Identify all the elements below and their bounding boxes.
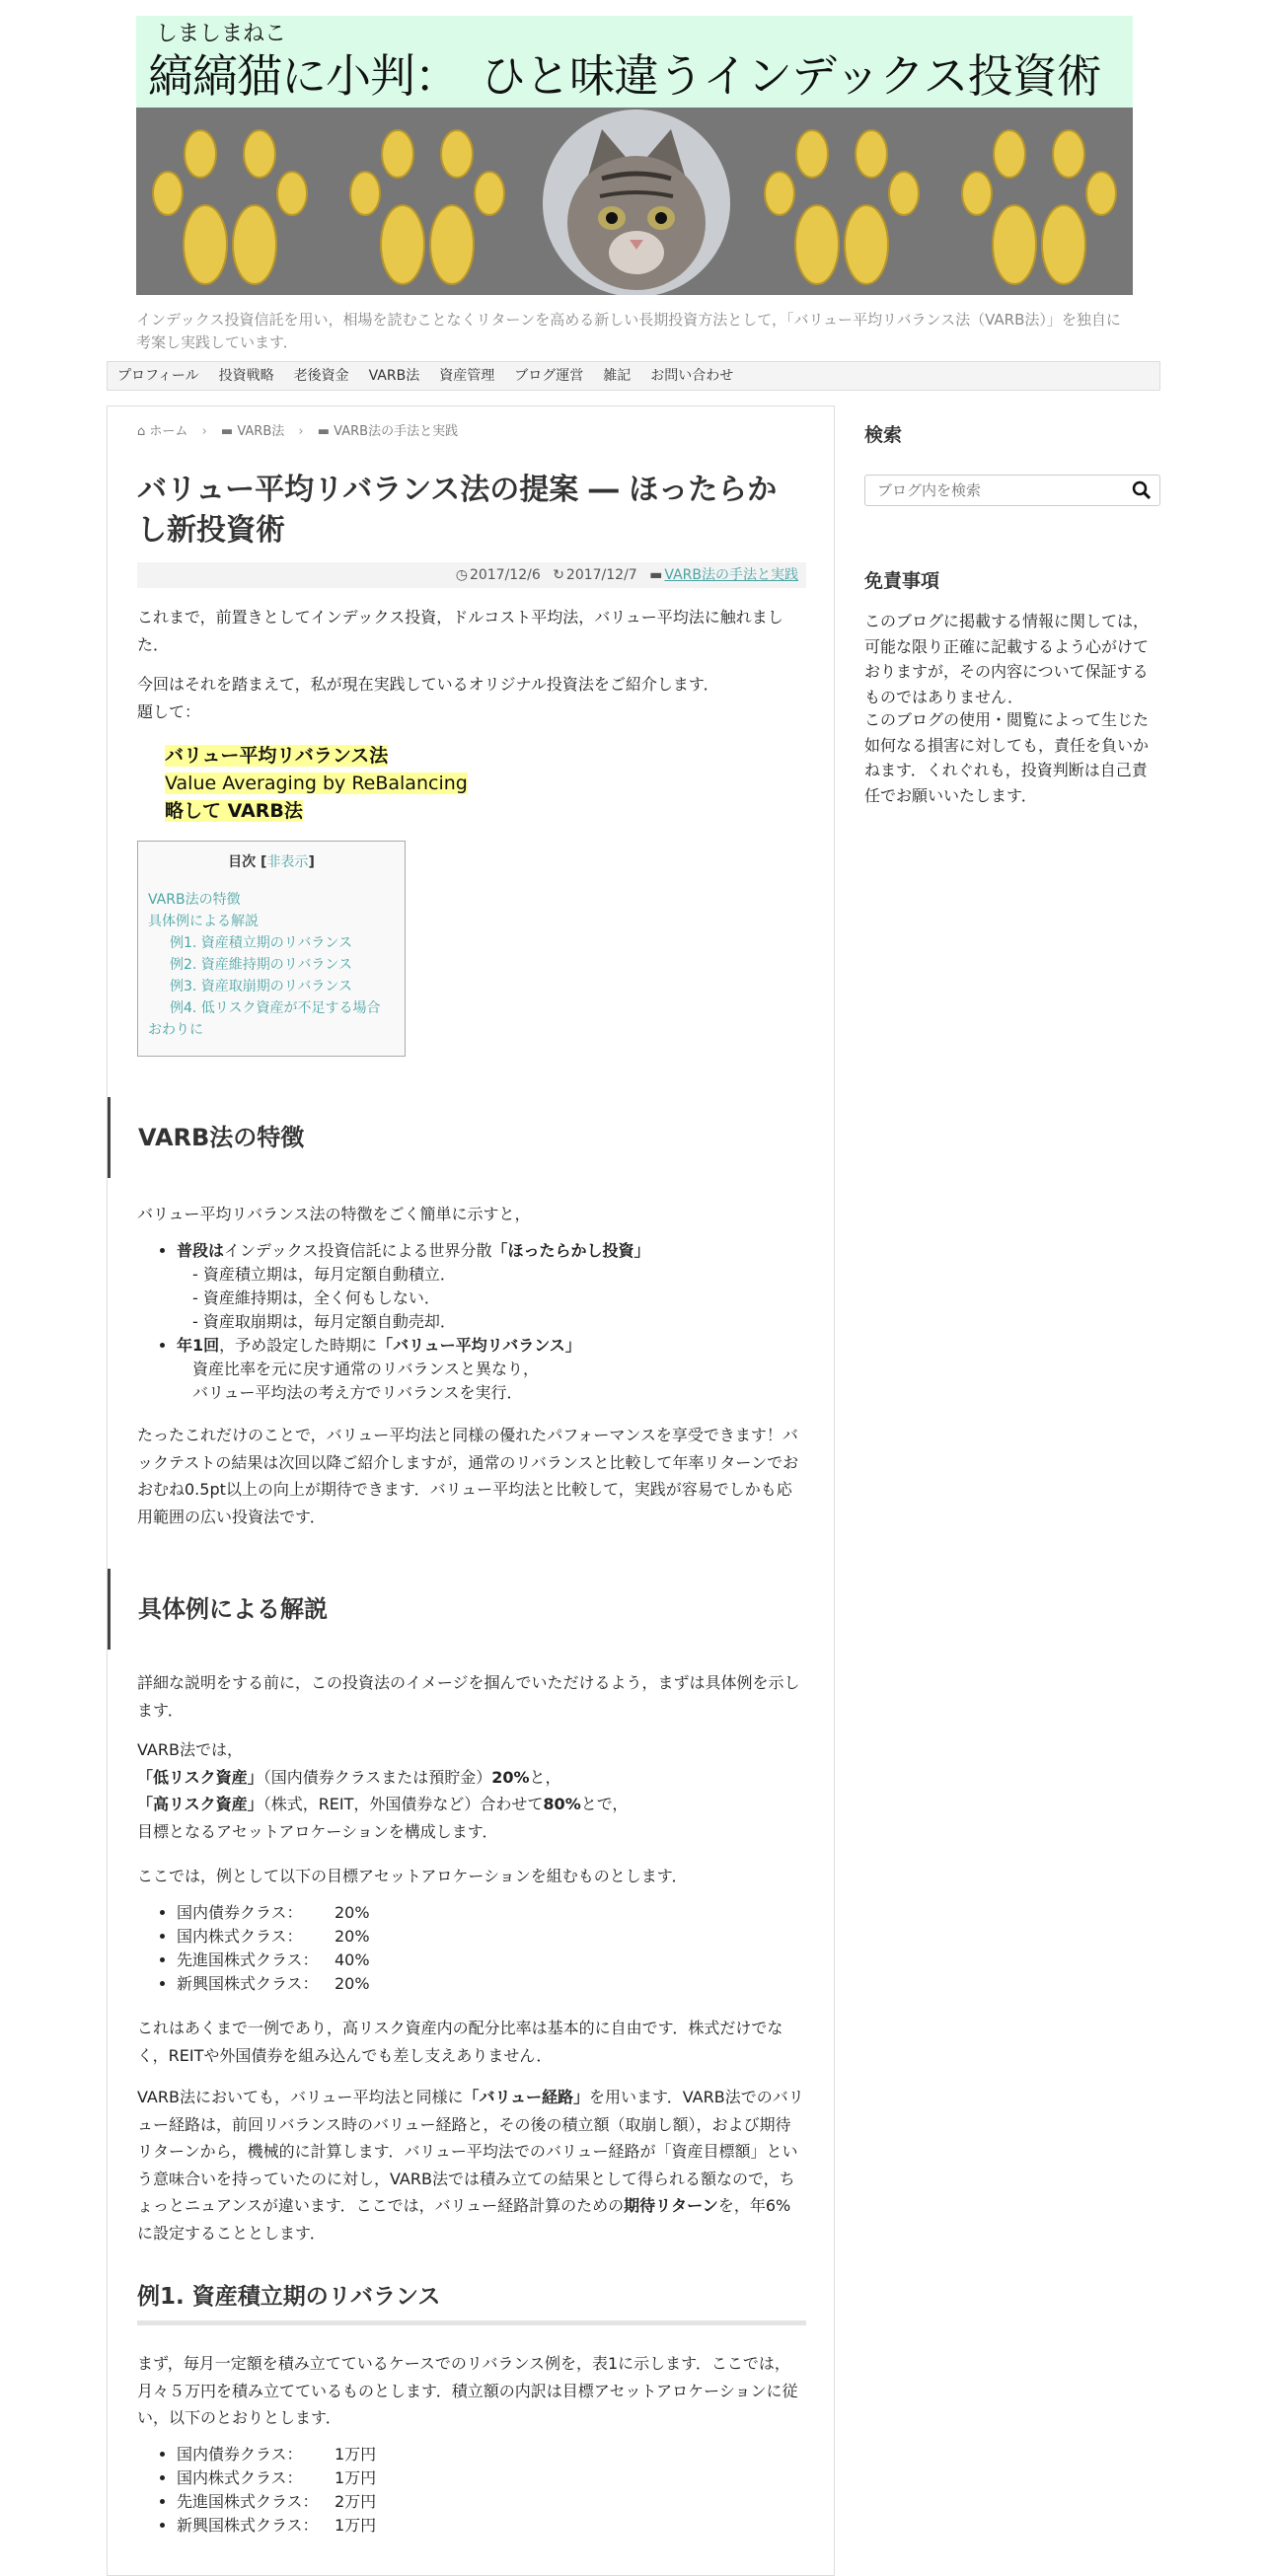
- method-abbrev: 略して VARB法: [165, 800, 303, 822]
- toc-item[interactable]: おわりに: [148, 1022, 203, 1039]
- search-input[interactable]: [865, 476, 1112, 505]
- list-text: インデックス投資信託による世界分散: [224, 1241, 492, 1260]
- search-icon[interactable]: [1132, 480, 1152, 500]
- disclaimer-paragraph: このブログに掲載する情報に関しては，可能な限り正確に記載するよう心がけておりますが，その内容について保証するものではありません．: [864, 612, 1150, 706]
- asset-class: 国内債券クラス：: [177, 2445, 303, 2464]
- header-banner[interactable]: [136, 16, 1133, 295]
- coin-paw-icon: [343, 126, 511, 289]
- method-name-en: Value Averaging by ReBalancing: [165, 773, 468, 794]
- nav-item-misc[interactable]: 雑記: [603, 368, 632, 384]
- asset-class: 先進国株式クラス：: [177, 1950, 319, 1969]
- emphasis: 「バリュー平均リバランス」: [377, 1336, 581, 1355]
- banner-title-area: [136, 16, 1133, 108]
- table-of-contents: [137, 841, 406, 1057]
- nav-item-profile[interactable]: プロフィール: [117, 368, 199, 384]
- post-meta: [137, 562, 806, 588]
- emphasis: 「ほったらかし投資」: [491, 1241, 650, 1260]
- asset-class: 国内株式クラス：: [177, 2468, 303, 2487]
- asset-amount: 1万円: [335, 2468, 377, 2487]
- intro-paragraph: これまで，前置きとしてインデックス投資，ドルコスト平均法，バリュー平均法に触れました．: [137, 608, 783, 654]
- list-text: ，予め設定した時期に: [219, 1336, 378, 1355]
- list-item: [177, 2443, 788, 2466]
- sidebar-search: [864, 475, 1160, 506]
- list-subline: バリュー平均法の考え方でリバランスを実行．: [192, 1383, 523, 1402]
- list-item: [177, 2466, 788, 2490]
- emphasis: 20%: [491, 1767, 530, 1787]
- coin-paw-icon: [758, 126, 926, 289]
- toc-title: 目次 [非表示]: [228, 854, 315, 870]
- cat-photo-icon: [543, 110, 730, 295]
- inline-text: （株式，REIT，外国債券など）合わせて: [262, 1795, 544, 1814]
- asset-class: 新興国株式クラス：: [177, 1974, 319, 1993]
- breadcrumb-subcategory[interactable]: VARB法の手法と実践: [334, 424, 459, 439]
- update-date: 2017/12/7: [565, 567, 637, 583]
- asset-amount: 1万円: [335, 2445, 377, 2464]
- list-item: [177, 1334, 788, 1405]
- coin-paw-icon: [146, 126, 314, 289]
- list-item: [177, 2490, 788, 2514]
- toc-title-text: 目次: [228, 854, 257, 870]
- site-title[interactable]: 縞縞猫に小判： ひと味違うインデックス投資術: [148, 49, 1101, 103]
- nav-item-blog[interactable]: ブログ運営: [514, 368, 584, 384]
- section-paragraph: [137, 1736, 806, 1845]
- inline-text: を，年6%に設定することとします．: [137, 2196, 791, 2243]
- allocation-list: [177, 1901, 788, 1996]
- allocation-list: [177, 2443, 788, 2538]
- folder-icon: ▬: [649, 567, 663, 583]
- asset-ratio: 40%: [335, 1950, 370, 1969]
- inline-text: と，: [529, 1767, 561, 1787]
- breadcrumb: [137, 425, 458, 438]
- post-date: 2017/12/6: [469, 567, 541, 583]
- coin-paw-icon: [955, 126, 1123, 289]
- section-paragraph: まず，毎月一定額を積み立てているケースでのリバランス例を，表1に示します．ここでは，月々５万円を積み立てているものとします．積立額の内訳は目標アセットアロケーションに従い，以下のとおりとします．: [137, 2354, 798, 2428]
- emphasis: 年1回: [177, 1336, 220, 1355]
- emphasis: 「低リスク資産」: [137, 1767, 263, 1787]
- asset-class: 国内債券クラス：: [177, 1903, 303, 1922]
- subsection-heading: 例1. 資産積立期のリバランス: [137, 2281, 806, 2325]
- emphasis: 普段は: [177, 1241, 225, 1260]
- asset-class: 先進国株式クラス：: [177, 2492, 319, 2511]
- toc-item[interactable]: VARB法の特徴: [148, 892, 241, 909]
- nav-item-asset-management[interactable]: 資産管理: [439, 368, 495, 384]
- paragraph-line: [137, 1764, 806, 1792]
- list-subline: 資産比率を元に戻す通常のリバランスと異なり，: [192, 1360, 540, 1378]
- folder-icon: ▬: [220, 424, 234, 439]
- paragraph-line: 目標となるアセットアロケーションを構成します．: [137, 1821, 498, 1841]
- section-paragraph: [137, 2084, 806, 2246]
- section-heading: VARB法の特徴: [108, 1097, 836, 1178]
- inline-text: （国内債券クラスまたは預貯金）: [262, 1767, 492, 1787]
- section-paragraph: バリュー平均リバランス法の特徴をごく簡単に示すと，: [137, 1205, 531, 1223]
- list-item: [177, 1925, 788, 1949]
- paragraph-line: [137, 1791, 806, 1818]
- chevron-right-icon: ›: [298, 424, 304, 439]
- section-paragraph: ここでは，例として以下の目標アセットアロケーションを組むものとします．: [137, 1867, 688, 1885]
- list-subline: - 資産積立期は，毎月定額自動積立．: [192, 1265, 456, 1284]
- inline-text: VARB法においても，バリュー平均法と同様に: [137, 2088, 464, 2106]
- method-name-block: [165, 742, 468, 825]
- list-item: [177, 2514, 788, 2538]
- nav-item-varb[interactable]: VARB法: [368, 368, 420, 384]
- post-category-link[interactable]: VARB法の手法と実践: [664, 567, 798, 583]
- intro-line: 今回はそれを踏まえて，私が現在実践しているオリジナル投資法をご紹介します．: [137, 675, 719, 694]
- list-subline: - 資産取崩期は，毎月定額自動売却．: [192, 1312, 456, 1331]
- emphasis: 期待リターン: [624, 2196, 718, 2216]
- inline-text: を用います．VARB法でのバリュー経路は，前回リバランス時のバリュー経路と，その後の積立額（取崩し額），および期待リターンから，機械的に計算します．バリュー平均法でのバリュー経路が「資産目標額」という意味合いを持っていたのに対し，VARB法では積み立ての結果として得られる額なので，ちょっとニュアンスが違います．ここでは，バリュー経路計算のための: [137, 2088, 804, 2216]
- nav-item-strategy[interactable]: 投資戦略: [218, 368, 274, 384]
- toc-item[interactable]: 例4. 低リスク資産が不足する場合: [170, 1000, 381, 1017]
- list-item: [177, 1972, 788, 1996]
- toc-item[interactable]: 例1. 資産積立期のリバランス: [170, 935, 352, 952]
- method-name: バリュー平均リバランス法: [165, 745, 389, 767]
- list-item: [177, 1239, 788, 1334]
- disclaimer-paragraph: このブログの使用・閲覧によって生じた如何なる損害に対しても，責任を負いかねます．くれぐれも，投資判断は自己責任でお願いいたします．: [864, 710, 1150, 805]
- site-tagline: インデックス投資信託を用い，相場を読むことなくリターンを高める新しい長期投資方法として，「バリュー平均リバランス法（VARB法）」を独自に考案し実践しています．: [136, 311, 1121, 352]
- sidebar-disclaimer-heading: 免責事項: [864, 570, 940, 592]
- section-paragraph: たったこれだけのことで，バリュー平均法と同様の優れたパフォーマンスを享受できます！バックテストの結果は次回以降ご紹介しますが，通常のリバランスと比較して年率リターンでおおむね0.5pt以上の向上が期待できます．バリュー平均法と比較して，実践が容易でしかも応用範囲の広い投資法です．: [137, 1426, 799, 1526]
- emphasis: 「バリュー経路」: [463, 2088, 590, 2106]
- feature-list: [177, 1239, 788, 1405]
- asset-ratio: 20%: [335, 1903, 370, 1922]
- asset-ratio: 20%: [335, 1974, 370, 1993]
- emphasis: 80%: [543, 1795, 581, 1814]
- emphasis: 「高リスク資産」: [137, 1795, 263, 1814]
- paragraph-line: VARB法では，: [137, 1740, 243, 1759]
- breadcrumb-category[interactable]: VARB法: [237, 424, 285, 439]
- banner-ruby: しましまねこ: [156, 22, 287, 46]
- article: [107, 405, 835, 2576]
- intro-paragraph: [137, 671, 806, 725]
- list-item: [177, 1901, 788, 1925]
- inline-text: とで，: [580, 1795, 629, 1814]
- asset-ratio: 20%: [335, 1927, 370, 1946]
- asset-amount: 1万円: [335, 2516, 377, 2535]
- section-heading: 具体例による解説: [108, 1569, 836, 1650]
- section-paragraph: これはあくまで一例であり，高リスク資産内の配分比率は基本的に自由です．株式だけでなく，REITや外国債券を組み込んでも差し支えありません．: [137, 2019, 783, 2065]
- toc-list: [148, 889, 395, 1041]
- toc-item[interactable]: 例2. 資産維持期のリバランス: [170, 957, 352, 974]
- global-nav: [107, 361, 1160, 391]
- asset-class: 国内株式クラス：: [177, 1927, 303, 1946]
- sidebar-search-heading: 検索: [864, 424, 903, 446]
- list-subline: - 資産維持期は，全く何もしない．: [192, 1288, 440, 1307]
- update-icon: ↻: [553, 567, 564, 583]
- asset-amount: 2万円: [335, 2492, 377, 2511]
- breadcrumb-home[interactable]: ホーム: [149, 424, 188, 439]
- intro-line: 題して：: [137, 701, 201, 721]
- section-paragraph: 詳細な説明をする前に，この投資法のイメージを掴んでいただけるよう，まずは具体例を示します．: [137, 1673, 800, 1720]
- nav-item-contact[interactable]: お問い合わせ: [650, 368, 734, 384]
- nav-item-retirement[interactable]: 老後資金: [293, 368, 349, 384]
- chevron-right-icon: ›: [201, 424, 207, 439]
- toc-toggle-link[interactable]: 非表示: [266, 854, 309, 870]
- list-item: [177, 1949, 788, 1972]
- home-icon: ⌂: [137, 424, 146, 439]
- post-title: バリュー平均リバランス法の提案 ― ほったらかし新投資術: [137, 473, 778, 549]
- asset-class: 新興国株式クラス：: [177, 2516, 319, 2535]
- toc-item[interactable]: 具体例による解説: [148, 914, 259, 930]
- toc-item[interactable]: 例3. 資産取崩期のリバランス: [170, 979, 352, 995]
- clock-icon: ◷: [455, 567, 468, 583]
- folder-icon: ▬: [317, 424, 331, 439]
